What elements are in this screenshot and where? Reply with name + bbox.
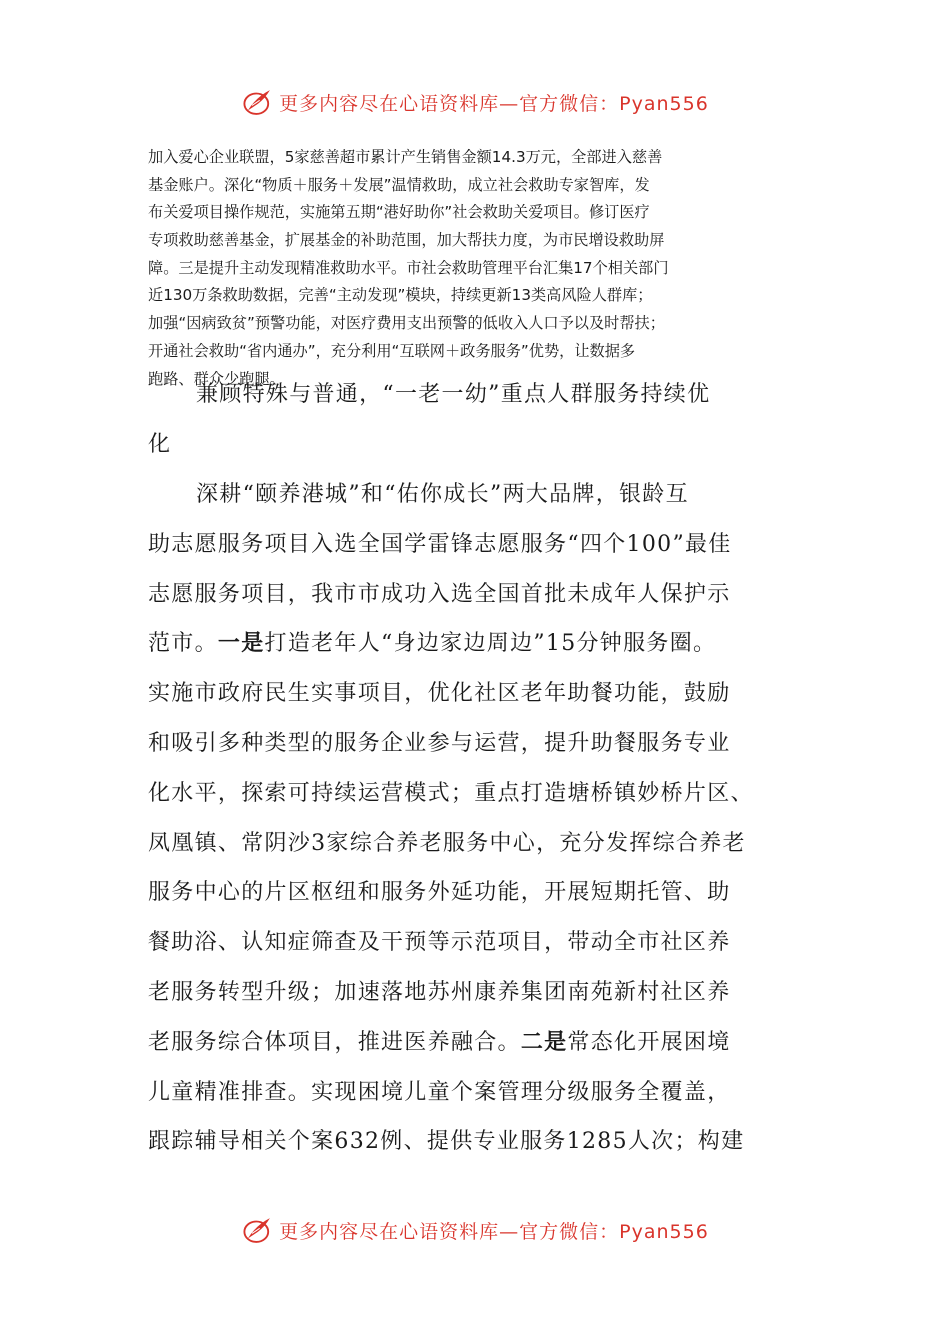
text-line: 加入爱心企业联盟，5家慈善超市累计产生销售金额14.3万元，全部进入慈善 bbox=[148, 148, 663, 166]
text-line: 跟踪辅导相关个案632例、提供专业服务1285人次；构建 bbox=[148, 1129, 745, 1155]
text-line: 儿童精准排查。实现困境儿童个案管理分级服务全覆盖， bbox=[148, 1079, 731, 1105]
text-line: 服务中心的片区枢纽和服务外延功能，开展短期托管、助 bbox=[148, 880, 731, 906]
text-line: 专项救助慈善基金，扩展基金的补助范围，加大帮扶力度，为市民增设救助屏 bbox=[148, 231, 665, 250]
text-line: 障。三是提升主动发现精准救助水平。市社会救助管理平台汇集17个相关部门 bbox=[148, 258, 669, 277]
text-line: 助志愿服务项目入选全国学雷锋志愿服务“四个100”最佳 bbox=[148, 531, 732, 557]
banner-text: 更多内容尽在心语资料库—官方微信：Pyan556 bbox=[279, 1220, 709, 1243]
text-line: 布关爱项目操作规范，实施第五期“港好助你”社会救助关爱项目。修订医疗 bbox=[148, 203, 650, 222]
bold-marker: 一是 bbox=[217, 631, 265, 657]
banner-text: 更多内容尽在心语资料库—官方微信：Pyan556 bbox=[279, 92, 709, 115]
heading-line: 化 bbox=[148, 431, 172, 457]
wechat-id: Pyan556 bbox=[619, 92, 709, 115]
small-paragraph bbox=[148, 144, 813, 393]
heading-line: 兼顾特殊与普通，“一老一幼”重点人群服务持续优 bbox=[196, 382, 711, 407]
text-line: 跑路、群众少跑腿。 bbox=[148, 369, 285, 388]
text-line: 老服务综合体项目，推进医养融合。二是常态化开展困境 bbox=[148, 1029, 731, 1055]
text-line: 志愿服务项目，我市市成功入选全国首批未成年人保护示 bbox=[148, 581, 731, 607]
text-line: 老服务转型升级；加速落地苏州康养集团南苑新村社区养 bbox=[148, 979, 731, 1005]
text-line: 餐助浴、认知症筛查及干预等示范项目，带动全市社区养 bbox=[148, 930, 731, 956]
text-line: 凤凰镇、常阴沙3家综合养老服务中心，充分发挥综合养老 bbox=[148, 830, 746, 856]
text-line: 范市。一是打造老年人“身边家边周边”15分钟服务圈。 bbox=[148, 631, 717, 657]
text-line: 开通社会救助“省内通办”，充分利用“互联网＋政务服务”优势，让数据多 bbox=[148, 341, 636, 360]
section-heading bbox=[148, 370, 813, 470]
header-banner bbox=[0, 82, 950, 122]
text-line: 和吸引多种类型的服务企业参与运营，提升助餐服务专业 bbox=[148, 730, 731, 756]
bold-marker: 二是 bbox=[520, 1029, 568, 1055]
text-line: 加强“因病致贫”预警功能，对医疗费用支出预警的低收入人口予以及时帮扶； bbox=[148, 314, 665, 333]
body-paragraph bbox=[148, 470, 813, 1167]
text-line: 基金账户。深化“物质＋服务＋发展”温情救助，成立社会救助专家智库，发 bbox=[148, 175, 650, 194]
quill-logo-icon bbox=[241, 85, 275, 119]
text-line: 近130万条救助数据，完善“主动发现”模块，持续更新13类高风险人群库； bbox=[148, 286, 653, 305]
quill-logo-icon bbox=[241, 1213, 275, 1247]
footer-banner bbox=[0, 1210, 950, 1250]
text-line: 实施市政府民生实事项目，优化社区老年助餐功能，鼓励 bbox=[148, 681, 731, 707]
text-line: 深耕“颐养港城”和“佑你成长”两大品牌，银龄互 bbox=[196, 482, 689, 507]
wechat-id: Pyan556 bbox=[619, 1220, 709, 1243]
text-line: 化水平，探索可持续运营模式；重点打造塘桥镇妙桥片区、 bbox=[148, 780, 754, 806]
